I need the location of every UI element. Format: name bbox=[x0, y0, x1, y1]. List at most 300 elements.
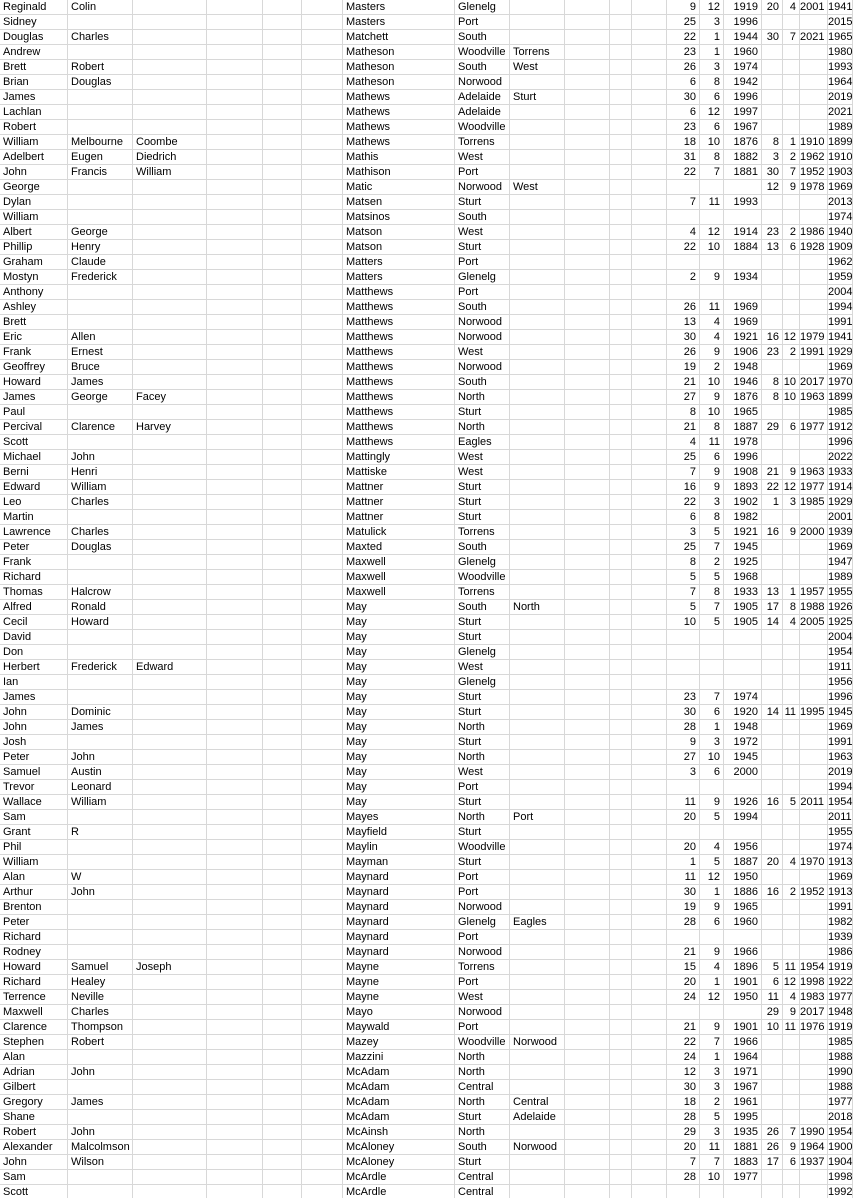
date-b-month-cell[interactable] bbox=[783, 315, 800, 330]
blank-cell[interactable] bbox=[565, 330, 610, 345]
date-b-month-cell[interactable] bbox=[783, 90, 800, 105]
club-2-cell[interactable] bbox=[510, 0, 565, 15]
date-b-month-cell[interactable]: 4 bbox=[783, 0, 800, 15]
given-name-cell[interactable]: James bbox=[0, 390, 68, 405]
date-b-month-cell[interactable] bbox=[783, 675, 800, 690]
blank-cell[interactable] bbox=[632, 390, 667, 405]
blank-cell[interactable] bbox=[565, 795, 610, 810]
surname-cell[interactable]: May bbox=[343, 720, 455, 735]
club-2-cell[interactable]: Torrens bbox=[510, 45, 565, 60]
date-b-month-cell[interactable]: 9 bbox=[783, 180, 800, 195]
third-name-cell[interactable] bbox=[133, 795, 207, 810]
date-b-year-cell[interactable] bbox=[800, 405, 828, 420]
club-2-cell[interactable] bbox=[510, 870, 565, 885]
surname-cell[interactable]: McAdam bbox=[343, 1065, 455, 1080]
club-2-cell[interactable] bbox=[510, 1050, 565, 1065]
blank-cell[interactable] bbox=[302, 870, 343, 885]
third-name-cell[interactable] bbox=[133, 870, 207, 885]
club-2-cell[interactable] bbox=[510, 960, 565, 975]
date-a-year-cell[interactable]: 1956 bbox=[724, 840, 762, 855]
blank-cell[interactable] bbox=[610, 975, 632, 990]
middle-name-cell[interactable] bbox=[68, 120, 133, 135]
middle-name-cell[interactable]: Francis bbox=[68, 165, 133, 180]
club-2-cell[interactable] bbox=[510, 225, 565, 240]
date-b-month-cell[interactable] bbox=[783, 435, 800, 450]
blank-cell[interactable] bbox=[263, 825, 302, 840]
blank-cell[interactable] bbox=[207, 630, 263, 645]
date-a-year-cell[interactable]: 1887 bbox=[724, 420, 762, 435]
date-a-month-cell[interactable]: 5 bbox=[700, 570, 724, 585]
date-a-month-cell[interactable]: 5 bbox=[700, 525, 724, 540]
middle-name-cell[interactable]: Thompson bbox=[68, 1020, 133, 1035]
date-b-month-cell[interactable] bbox=[783, 870, 800, 885]
club-2-cell[interactable] bbox=[510, 390, 565, 405]
blank-cell[interactable] bbox=[263, 765, 302, 780]
date-b-month-cell[interactable] bbox=[783, 840, 800, 855]
final-year-cell[interactable]: 1914 bbox=[828, 481, 853, 493]
surname-cell[interactable]: Mazey bbox=[343, 1035, 455, 1050]
surname-cell[interactable]: Matsen bbox=[343, 195, 455, 210]
date-b-year-cell[interactable] bbox=[800, 870, 828, 885]
given-name-cell[interactable]: William bbox=[0, 855, 68, 870]
blank-cell[interactable] bbox=[302, 675, 343, 690]
final-year-cell[interactable]: 1977 bbox=[828, 1096, 853, 1108]
blank-cell[interactable] bbox=[632, 810, 667, 825]
date-a-day-cell[interactable]: 30 bbox=[667, 90, 700, 105]
final-year-cell[interactable]: 1925 bbox=[828, 616, 853, 628]
date-b-month-cell[interactable] bbox=[783, 285, 800, 300]
date-b-month-cell[interactable]: 2 bbox=[783, 345, 800, 360]
blank-cell[interactable] bbox=[565, 480, 610, 495]
surname-cell[interactable]: McAdam bbox=[343, 1110, 455, 1125]
date-b-day-cell[interactable]: 8 bbox=[762, 375, 783, 390]
club-2-cell[interactable] bbox=[510, 1155, 565, 1170]
third-name-cell[interactable] bbox=[133, 855, 207, 870]
blank-cell[interactable] bbox=[610, 375, 632, 390]
date-b-day-cell[interactable]: 17 bbox=[762, 1155, 783, 1170]
club-cell[interactable]: Port bbox=[455, 15, 510, 30]
date-a-year-cell[interactable]: 1901 bbox=[724, 1020, 762, 1035]
date-a-year-cell[interactable]: 1893 bbox=[724, 480, 762, 495]
surname-cell[interactable]: Matthews bbox=[343, 285, 455, 300]
date-b-year-cell[interactable] bbox=[800, 1170, 828, 1185]
third-name-cell[interactable] bbox=[133, 510, 207, 525]
third-name-cell[interactable] bbox=[133, 1050, 207, 1065]
blank-cell[interactable] bbox=[565, 780, 610, 795]
date-b-day-cell[interactable] bbox=[762, 630, 783, 645]
blank-cell[interactable] bbox=[263, 810, 302, 825]
final-year-cell[interactable]: 1996 bbox=[828, 436, 853, 448]
blank-cell[interactable] bbox=[565, 180, 610, 195]
date-b-day-cell[interactable] bbox=[762, 930, 783, 945]
blank-cell[interactable] bbox=[263, 75, 302, 90]
blank-cell[interactable] bbox=[263, 60, 302, 75]
blank-cell[interactable] bbox=[207, 150, 263, 165]
final-year-cell[interactable]: 1903 bbox=[828, 166, 853, 178]
middle-name-cell[interactable]: John bbox=[68, 1125, 133, 1140]
club-2-cell[interactable] bbox=[510, 135, 565, 150]
date-a-year-cell[interactable]: 1881 bbox=[724, 1140, 762, 1155]
date-a-month-cell[interactable]: 6 bbox=[700, 90, 724, 105]
date-a-month-cell[interactable]: 3 bbox=[700, 495, 724, 510]
given-name-cell[interactable]: James bbox=[0, 90, 68, 105]
final-year-cell[interactable]: 1996 bbox=[828, 691, 853, 703]
blank-cell[interactable] bbox=[263, 630, 302, 645]
surname-cell[interactable]: May bbox=[343, 765, 455, 780]
blank-cell[interactable] bbox=[632, 1050, 667, 1065]
given-name-cell[interactable]: Scott bbox=[0, 1185, 68, 1198]
final-year-cell[interactable]: 1919 bbox=[828, 961, 853, 973]
final-year-cell[interactable]: 1991 bbox=[828, 316, 853, 328]
blank-cell[interactable] bbox=[632, 900, 667, 915]
middle-name-cell[interactable] bbox=[68, 915, 133, 930]
blank-cell[interactable] bbox=[610, 270, 632, 285]
date-a-month-cell[interactable]: 12 bbox=[700, 870, 724, 885]
final-year-cell[interactable]: 1899 bbox=[828, 136, 853, 148]
final-year-cell[interactable]: 2004 bbox=[828, 631, 853, 643]
third-name-cell[interactable] bbox=[133, 405, 207, 420]
blank-cell[interactable] bbox=[565, 15, 610, 30]
blank-cell[interactable] bbox=[632, 435, 667, 450]
blank-cell[interactable] bbox=[263, 1095, 302, 1110]
date-a-month-cell[interactable]: 1 bbox=[700, 45, 724, 60]
middle-name-cell[interactable]: Douglas bbox=[68, 75, 133, 90]
blank-cell[interactable] bbox=[632, 645, 667, 660]
given-name-cell[interactable]: Richard bbox=[0, 570, 68, 585]
date-b-year-cell[interactable]: 2021 bbox=[800, 30, 828, 45]
date-a-month-cell[interactable] bbox=[700, 825, 724, 840]
final-year-cell[interactable]: 1947 bbox=[828, 556, 853, 568]
surname-cell[interactable]: Mattner bbox=[343, 510, 455, 525]
blank-cell[interactable] bbox=[302, 900, 343, 915]
third-name-cell[interactable] bbox=[133, 225, 207, 240]
date-b-day-cell[interactable] bbox=[762, 825, 783, 840]
date-b-day-cell[interactable] bbox=[762, 540, 783, 555]
date-b-year-cell[interactable]: 1977 bbox=[800, 420, 828, 435]
surname-cell[interactable]: Mayfield bbox=[343, 825, 455, 840]
blank-cell[interactable] bbox=[302, 480, 343, 495]
surname-cell[interactable]: McArdle bbox=[343, 1185, 455, 1198]
blank-cell[interactable] bbox=[565, 270, 610, 285]
date-b-year-cell[interactable] bbox=[800, 510, 828, 525]
blank-cell[interactable] bbox=[610, 0, 632, 15]
blank-cell[interactable] bbox=[632, 525, 667, 540]
given-name-cell[interactable]: Albert bbox=[0, 225, 68, 240]
blank-cell[interactable] bbox=[263, 510, 302, 525]
date-b-month-cell[interactable]: 11 bbox=[783, 705, 800, 720]
third-name-cell[interactable] bbox=[133, 270, 207, 285]
surname-cell[interactable]: Mathews bbox=[343, 135, 455, 150]
blank-cell[interactable] bbox=[632, 660, 667, 675]
blank-cell[interactable] bbox=[632, 1080, 667, 1095]
date-a-day-cell[interactable]: 7 bbox=[667, 195, 700, 210]
surname-cell[interactable]: May bbox=[343, 630, 455, 645]
third-name-cell[interactable] bbox=[133, 1080, 207, 1095]
blank-cell[interactable] bbox=[207, 210, 263, 225]
blank-cell[interactable] bbox=[565, 360, 610, 375]
date-b-day-cell[interactable]: 26 bbox=[762, 1140, 783, 1155]
date-b-year-cell[interactable] bbox=[800, 270, 828, 285]
third-name-cell[interactable] bbox=[133, 300, 207, 315]
date-b-month-cell[interactable] bbox=[783, 300, 800, 315]
final-year-cell[interactable]: 1910 bbox=[828, 151, 853, 163]
date-b-day-cell[interactable]: 12 bbox=[762, 180, 783, 195]
date-b-day-cell[interactable] bbox=[762, 270, 783, 285]
club-2-cell[interactable]: Norwood bbox=[510, 1035, 565, 1050]
date-b-month-cell[interactable]: 2 bbox=[783, 885, 800, 900]
club-cell[interactable]: Sturt bbox=[455, 705, 510, 720]
surname-cell[interactable]: Matsinos bbox=[343, 210, 455, 225]
club-2-cell[interactable] bbox=[510, 765, 565, 780]
final-year-cell[interactable]: 1956 bbox=[828, 676, 853, 688]
blank-cell[interactable] bbox=[565, 675, 610, 690]
blank-cell[interactable] bbox=[302, 705, 343, 720]
blank-cell[interactable] bbox=[610, 300, 632, 315]
given-name-cell[interactable]: Lawrence bbox=[0, 525, 68, 540]
club-2-cell[interactable] bbox=[510, 255, 565, 270]
blank-cell[interactable] bbox=[302, 885, 343, 900]
given-name-cell[interactable]: Reginald bbox=[0, 0, 68, 15]
blank-cell[interactable] bbox=[302, 165, 343, 180]
blank-cell[interactable] bbox=[207, 885, 263, 900]
surname-cell[interactable]: Matthews bbox=[343, 390, 455, 405]
given-name-cell[interactable]: Wallace bbox=[0, 795, 68, 810]
date-b-month-cell[interactable] bbox=[783, 510, 800, 525]
date-a-month-cell[interactable]: 8 bbox=[700, 510, 724, 525]
blank-cell[interactable] bbox=[565, 1020, 610, 1035]
club-2-cell[interactable] bbox=[510, 120, 565, 135]
blank-cell[interactable] bbox=[302, 255, 343, 270]
date-b-month-cell[interactable] bbox=[783, 1110, 800, 1125]
date-a-year-cell[interactable]: 1946 bbox=[724, 375, 762, 390]
blank-cell[interactable] bbox=[610, 750, 632, 765]
blank-cell[interactable] bbox=[263, 525, 302, 540]
date-b-year-cell[interactable] bbox=[800, 645, 828, 660]
surname-cell[interactable]: Mathis bbox=[343, 150, 455, 165]
blank-cell[interactable] bbox=[263, 915, 302, 930]
blank-cell[interactable] bbox=[565, 285, 610, 300]
surname-cell[interactable]: McArdle bbox=[343, 1170, 455, 1185]
blank-cell[interactable] bbox=[263, 45, 302, 60]
blank-cell[interactable] bbox=[263, 780, 302, 795]
date-a-year-cell[interactable]: 1964 bbox=[724, 1050, 762, 1065]
blank-cell[interactable] bbox=[610, 555, 632, 570]
blank-cell[interactable] bbox=[610, 930, 632, 945]
blank-cell[interactable] bbox=[263, 645, 302, 660]
blank-cell[interactable] bbox=[565, 390, 610, 405]
given-name-cell[interactable]: Don bbox=[0, 645, 68, 660]
date-b-year-cell[interactable] bbox=[800, 825, 828, 840]
date-b-year-cell[interactable]: 1963 bbox=[800, 465, 828, 480]
date-b-year-cell[interactable]: 1910 bbox=[800, 135, 828, 150]
blank-cell[interactable] bbox=[610, 480, 632, 495]
date-a-year-cell[interactable]: 1960 bbox=[724, 915, 762, 930]
third-name-cell[interactable] bbox=[133, 780, 207, 795]
blank-cell[interactable] bbox=[565, 540, 610, 555]
date-b-day-cell[interactable]: 23 bbox=[762, 345, 783, 360]
blank-cell[interactable] bbox=[632, 870, 667, 885]
date-a-day-cell[interactable]: 30 bbox=[667, 705, 700, 720]
date-b-day-cell[interactable] bbox=[762, 315, 783, 330]
blank-cell[interactable] bbox=[632, 585, 667, 600]
date-b-year-cell[interactable] bbox=[800, 1065, 828, 1080]
date-a-month-cell[interactable]: 7 bbox=[700, 1035, 724, 1050]
given-name-cell[interactable]: Richard bbox=[0, 930, 68, 945]
club-cell[interactable]: Port bbox=[455, 975, 510, 990]
club-2-cell[interactable] bbox=[510, 705, 565, 720]
blank-cell[interactable] bbox=[610, 630, 632, 645]
blank-cell[interactable] bbox=[302, 795, 343, 810]
date-a-month-cell[interactable]: 5 bbox=[700, 615, 724, 630]
middle-name-cell[interactable]: John bbox=[68, 1065, 133, 1080]
date-b-year-cell[interactable] bbox=[800, 315, 828, 330]
third-name-cell[interactable] bbox=[133, 1185, 207, 1198]
blank-cell[interactable] bbox=[632, 555, 667, 570]
final-year-cell[interactable]: 1912 bbox=[828, 421, 853, 433]
blank-cell[interactable] bbox=[207, 1125, 263, 1140]
club-2-cell[interactable] bbox=[510, 525, 565, 540]
date-b-month-cell[interactable] bbox=[783, 120, 800, 135]
blank-cell[interactable] bbox=[302, 525, 343, 540]
blank-cell[interactable] bbox=[565, 615, 610, 630]
blank-cell[interactable] bbox=[263, 120, 302, 135]
club-cell[interactable]: Sturt bbox=[455, 240, 510, 255]
date-a-day-cell[interactable]: 16 bbox=[667, 480, 700, 495]
blank-cell[interactable] bbox=[263, 870, 302, 885]
blank-cell[interactable] bbox=[565, 915, 610, 930]
blank-cell[interactable] bbox=[263, 1005, 302, 1020]
club-2-cell[interactable] bbox=[510, 270, 565, 285]
blank-cell[interactable] bbox=[610, 675, 632, 690]
middle-name-cell[interactable] bbox=[68, 15, 133, 30]
date-b-year-cell[interactable] bbox=[800, 285, 828, 300]
date-a-day-cell[interactable]: 15 bbox=[667, 960, 700, 975]
blank-cell[interactable] bbox=[632, 615, 667, 630]
club-2-cell[interactable] bbox=[510, 405, 565, 420]
middle-name-cell[interactable]: Malcolmson bbox=[68, 1140, 133, 1155]
third-name-cell[interactable] bbox=[133, 60, 207, 75]
final-year-cell[interactable]: 1963 bbox=[828, 751, 853, 763]
date-b-month-cell[interactable]: 2 bbox=[783, 150, 800, 165]
final-year-cell[interactable]: 1989 bbox=[828, 121, 853, 133]
blank-cell[interactable] bbox=[610, 120, 632, 135]
club-cell[interactable]: Torrens bbox=[455, 585, 510, 600]
club-2-cell[interactable] bbox=[510, 900, 565, 915]
blank-cell[interactable] bbox=[207, 720, 263, 735]
blank-cell[interactable] bbox=[610, 915, 632, 930]
date-b-month-cell[interactable] bbox=[783, 450, 800, 465]
blank-cell[interactable] bbox=[632, 765, 667, 780]
final-year-cell[interactable]: 1940 bbox=[828, 226, 853, 238]
blank-cell[interactable] bbox=[207, 465, 263, 480]
date-b-day-cell[interactable] bbox=[762, 435, 783, 450]
date-a-year-cell[interactable]: 2000 bbox=[724, 765, 762, 780]
blank-cell[interactable] bbox=[610, 240, 632, 255]
blank-cell[interactable] bbox=[565, 465, 610, 480]
date-a-day-cell[interactable]: 22 bbox=[667, 240, 700, 255]
blank-cell[interactable] bbox=[565, 1065, 610, 1080]
blank-cell[interactable] bbox=[302, 330, 343, 345]
surname-cell[interactable]: Matheson bbox=[343, 60, 455, 75]
date-b-year-cell[interactable]: 1952 bbox=[800, 165, 828, 180]
club-2-cell[interactable]: Port bbox=[510, 810, 565, 825]
date-b-day-cell[interactable]: 16 bbox=[762, 795, 783, 810]
club-2-cell[interactable]: North bbox=[510, 600, 565, 615]
date-b-year-cell[interactable] bbox=[800, 555, 828, 570]
date-a-month-cell[interactable] bbox=[700, 630, 724, 645]
given-name-cell[interactable]: Gregory bbox=[0, 1095, 68, 1110]
date-a-day-cell[interactable]: 19 bbox=[667, 900, 700, 915]
date-b-year-cell[interactable]: 1978 bbox=[800, 180, 828, 195]
middle-name-cell[interactable]: Allen bbox=[68, 330, 133, 345]
club-cell[interactable]: Sturt bbox=[455, 855, 510, 870]
surname-cell[interactable]: McAdam bbox=[343, 1080, 455, 1095]
date-b-year-cell[interactable]: 2017 bbox=[800, 1005, 828, 1020]
surname-cell[interactable]: May bbox=[343, 660, 455, 675]
date-b-day-cell[interactable]: 3 bbox=[762, 150, 783, 165]
blank-cell[interactable] bbox=[263, 1050, 302, 1065]
blank-cell[interactable] bbox=[302, 1020, 343, 1035]
given-name-cell[interactable]: Rodney bbox=[0, 945, 68, 960]
club-cell[interactable]: Torrens bbox=[455, 960, 510, 975]
blank-cell[interactable] bbox=[302, 420, 343, 435]
blank-cell[interactable] bbox=[565, 645, 610, 660]
club-cell[interactable]: Glenelg bbox=[455, 0, 510, 15]
blank-cell[interactable] bbox=[263, 960, 302, 975]
blank-cell[interactable] bbox=[207, 585, 263, 600]
date-b-year-cell[interactable]: 1962 bbox=[800, 150, 828, 165]
surname-cell[interactable]: Matthews bbox=[343, 360, 455, 375]
third-name-cell[interactable] bbox=[133, 120, 207, 135]
date-a-year-cell[interactable]: 1997 bbox=[724, 105, 762, 120]
surname-cell[interactable]: Maylin bbox=[343, 840, 455, 855]
final-year-cell[interactable]: 1954 bbox=[828, 646, 853, 658]
date-b-day-cell[interactable] bbox=[762, 210, 783, 225]
final-year-cell[interactable]: 1913 bbox=[828, 886, 853, 898]
final-year-cell[interactable]: 2019 bbox=[828, 91, 853, 103]
blank-cell[interactable] bbox=[207, 300, 263, 315]
date-a-year-cell[interactable]: 1926 bbox=[724, 795, 762, 810]
date-b-day-cell[interactable]: 14 bbox=[762, 705, 783, 720]
surname-cell[interactable]: Mattner bbox=[343, 495, 455, 510]
surname-cell[interactable]: May bbox=[343, 795, 455, 810]
blank-cell[interactable] bbox=[610, 780, 632, 795]
date-a-month-cell[interactable]: 4 bbox=[700, 840, 724, 855]
blank-cell[interactable] bbox=[302, 375, 343, 390]
given-name-cell[interactable]: Phil bbox=[0, 840, 68, 855]
date-a-day-cell[interactable] bbox=[667, 255, 700, 270]
date-a-month-cell[interactable] bbox=[700, 210, 724, 225]
blank-cell[interactable] bbox=[632, 1005, 667, 1020]
blank-cell[interactable] bbox=[610, 540, 632, 555]
third-name-cell[interactable]: Joseph bbox=[133, 960, 207, 975]
date-b-month-cell[interactable] bbox=[783, 630, 800, 645]
third-name-cell[interactable] bbox=[133, 585, 207, 600]
final-year-cell[interactable]: 1913 bbox=[828, 856, 853, 868]
date-a-year-cell[interactable]: 1968 bbox=[724, 570, 762, 585]
date-b-month-cell[interactable]: 4 bbox=[783, 615, 800, 630]
date-b-day-cell[interactable] bbox=[762, 945, 783, 960]
date-a-month-cell[interactable]: 4 bbox=[700, 315, 724, 330]
final-year-cell[interactable]: 1990 bbox=[828, 1066, 853, 1078]
surname-cell[interactable]: Mayne bbox=[343, 960, 455, 975]
date-b-year-cell[interactable] bbox=[800, 90, 828, 105]
club-2-cell[interactable] bbox=[510, 1020, 565, 1035]
date-a-day-cell[interactable]: 24 bbox=[667, 1050, 700, 1065]
blank-cell[interactable] bbox=[565, 300, 610, 315]
date-a-day-cell[interactable] bbox=[667, 180, 700, 195]
third-name-cell[interactable] bbox=[133, 360, 207, 375]
